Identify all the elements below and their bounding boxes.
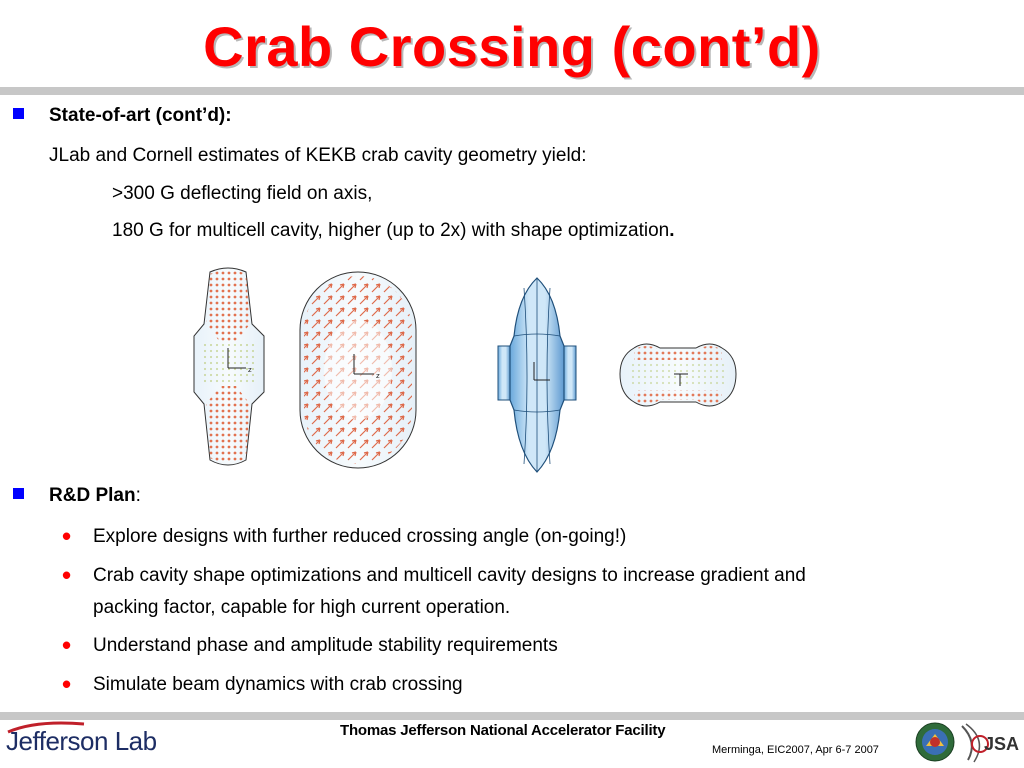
list-item: Simulate beam dynamics with crab crossing bbox=[93, 674, 463, 695]
cavity-field-figures bbox=[190, 264, 770, 479]
footer-divider bbox=[0, 712, 1024, 720]
body-line-indented: >300 G deflecting field on axis, bbox=[112, 183, 373, 204]
slide-title: Crab Crossing (cont’d) bbox=[203, 15, 821, 78]
jsa-logo-icon bbox=[958, 720, 1022, 764]
bullet-dot-icon: • bbox=[62, 521, 72, 551]
footer-citation: Merminga, EIC2007, Apr 6-7 2007 bbox=[712, 744, 879, 756]
colon: : bbox=[135, 485, 141, 506]
figure-cavity-3-mesh bbox=[498, 278, 576, 472]
title-divider bbox=[0, 87, 1024, 95]
body-line: JLab and Cornell estimates of KEKB crab cavity geometry yield: bbox=[49, 145, 587, 166]
jefferson-lab-logo: Jefferson Lab bbox=[6, 726, 157, 756]
square-bullet-icon bbox=[13, 108, 24, 119]
list-item-continuation: packing factor, capable for high current operation. bbox=[93, 597, 511, 618]
doe-seal-icon bbox=[915, 720, 955, 764]
square-bullet-icon bbox=[13, 488, 24, 499]
figure-cavity-2 bbox=[300, 272, 416, 468]
axis-label-z: z bbox=[376, 372, 380, 380]
list-item: Understand phase and amplitude stability requirements bbox=[93, 635, 558, 656]
body-line-text: 180 G for multicell cavity, higher (up to 2x) with shape optimization bbox=[112, 220, 670, 241]
axis-label-z: z bbox=[248, 366, 252, 374]
bullet-dot-icon: • bbox=[62, 560, 72, 590]
period: . bbox=[669, 220, 675, 241]
figure-cavity-4 bbox=[620, 344, 736, 406]
body-line-indented bbox=[112, 219, 675, 243]
rd-plan-label: R&D Plan bbox=[49, 485, 136, 506]
section-heading-state-of-art: State-of-art (cont’d): bbox=[49, 105, 232, 126]
bullet-dot-icon: • bbox=[62, 669, 72, 699]
figure-cavity-1 bbox=[194, 268, 264, 465]
list-item: Explore designs with further reduced crossing angle (on-going!) bbox=[93, 526, 627, 547]
bullet-dot-icon: • bbox=[62, 630, 72, 660]
section-heading-rd-plan bbox=[49, 484, 141, 508]
list-item: Crab cavity shape optimizations and multicell cavity designs to increase gradient and bbox=[93, 565, 806, 586]
footer-organization: Thomas Jefferson National Accelerator Facility bbox=[340, 722, 666, 739]
jsa-text: JSA bbox=[984, 734, 1020, 754]
